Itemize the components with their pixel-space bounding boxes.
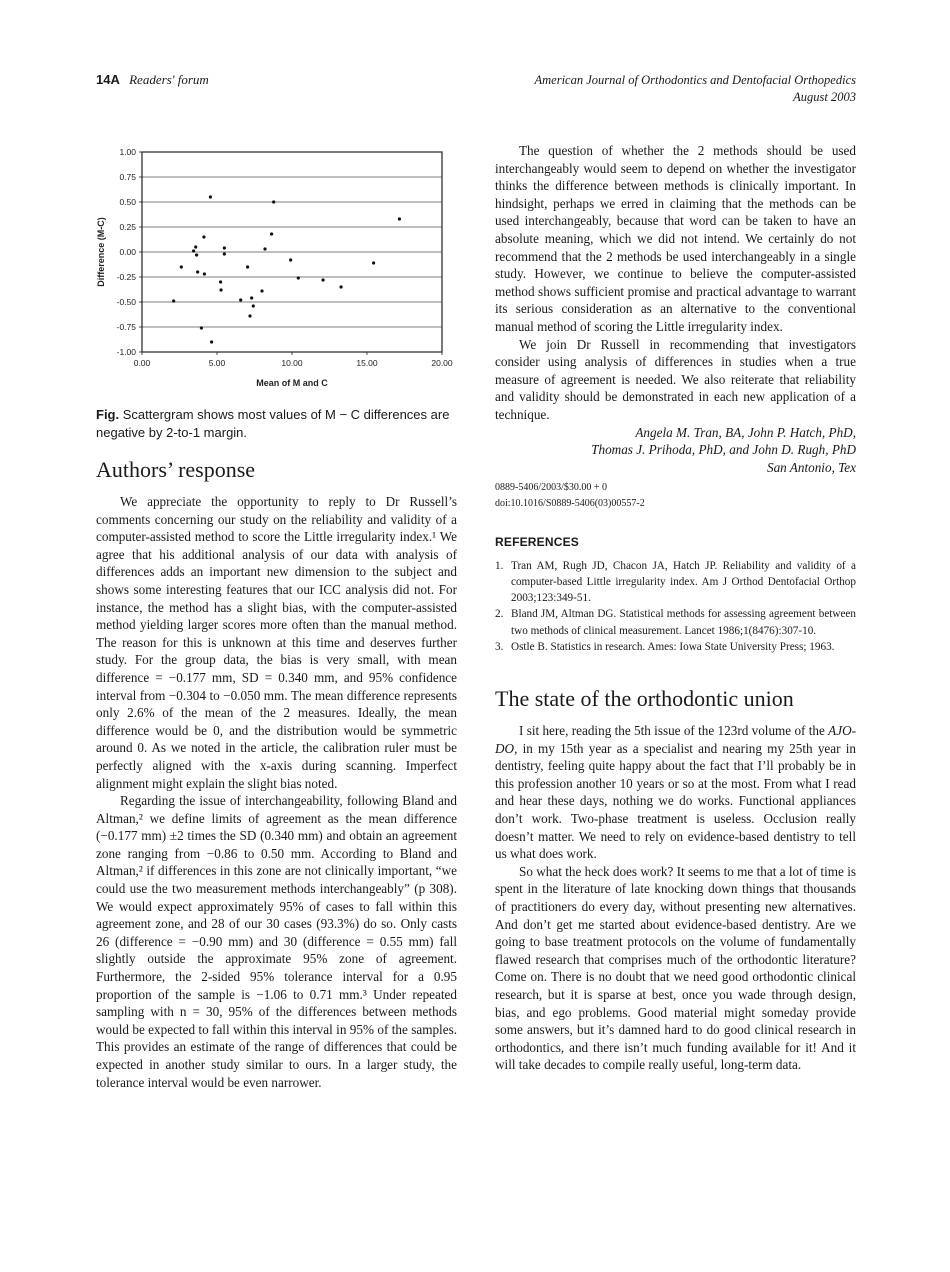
- issue-date: August 2003: [793, 90, 856, 104]
- gridlines: [139, 152, 442, 352]
- data-point: [372, 261, 375, 264]
- reference-list: [495, 558, 856, 655]
- data-point: [219, 280, 222, 283]
- scatter-chart: [90, 140, 460, 400]
- data-point: [223, 252, 226, 255]
- signature-line-2: Thomas J. Prihoda, PhD, and John D. Rugh, PhD: [591, 442, 856, 458]
- data-point: [239, 298, 242, 301]
- orthodontic-union-paragraph-2: So what the heck does work? It seems to me that a lot of time is spent in the literature of late knocking down things that thousands of practitioners do every day, without presenting new alternatives. And don’t get me started about evidence-based dentistry. Are we going to base treatment protocols on the volume of fundamentally flawed research that comprises much of the orthodontic literature? Come on. There is no doubt that we need good orthodontic clinical research, but it is sparse at best, once you wade through design, bias, and ego problems. Good material might someday provide some answers, but it’s damned hard to do good clinical research in orthodontics, and there isn’t much funding available for it! And it will take decades to compile really useful, long-term data.: [495, 863, 856, 1073]
- doi: doi:10.1016/S0889-5406(03)00557-2: [495, 498, 645, 510]
- x-tick-label: 20.00: [431, 358, 453, 368]
- authors-response-paragraph-4: We join Dr Russell in recommending that investigators consider using analysis of differences in studies when a true measure of agreement is needed. We also reiterate that reliability and validity should be demonstrated in each new application of a technique.: [495, 336, 856, 422]
- authors-response-heading: Authors’ response: [96, 457, 256, 482]
- data-points: [172, 195, 401, 343]
- y-tick-label: -0.50: [116, 297, 136, 307]
- data-point: [321, 278, 324, 281]
- reference-number: 2.: [495, 608, 504, 621]
- references-heading: REFERENCES: [495, 535, 580, 550]
- authors-response-paragraph-1: We appreciate the opportunity to reply to Dr Russell’s comments concerning our study on the reliability and validity of a computer-assisted method to score the Little irregularity index.¹ We agree that his additional analysis of our data with analysis of differences adds an important new dimension to the subject and shows some interesting features that our ICC analysis did not. For instance, the method has a slight bias, with the computer-assisted method yielding larger scores more often than the manual method. The reason for this is unknown at this time and deserves further study. For the group data, the bias is very small, with mean difference = −0.177 mm, SD = 0.340 mm, and 95% confidence interval from −0.304 to −0.050 mm. The mean difference represents only 2.6% of the mean of the 2 measures. Ideally, the mean difference would be 0, and the distribution would be symmetric around 0. As we noted in the article, the calibration ruler must be perfectly aligned with the x-axis during scanning. Imperfect alignment might explain the slight bias noted.: [96, 494, 457, 791]
- reference-text: Ostle B. Statistics in research. Ames: Iowa State University Press; 1963.: [511, 640, 835, 653]
- data-point: [297, 276, 300, 279]
- reference-text: Bland JM, Altman DG. Statistical methods for assessing agreement between two methods of clinical measurement. Lancet 1986;1(8476):307-10.: [511, 608, 856, 637]
- x-axis-label: Mean of M and C: [256, 378, 328, 388]
- data-point: [272, 200, 275, 203]
- figure-caption-label: Fig.: [96, 407, 120, 422]
- data-point: [398, 217, 401, 220]
- running-head-right: [535, 72, 857, 106]
- data-point: [219, 288, 222, 291]
- x-tick-label: 0.00: [133, 358, 151, 368]
- data-point: [246, 265, 249, 268]
- data-point: [210, 340, 213, 343]
- orthodontic-union-paragraph-1: [495, 722, 856, 863]
- data-point: [270, 232, 273, 235]
- data-point: [195, 253, 198, 256]
- orthodontic-union-heading: The state of the orthodontic union: [495, 686, 794, 712]
- data-point: [180, 265, 183, 268]
- right-column: [495, 142, 856, 1074]
- data-point: [263, 247, 266, 250]
- figure-caption-text: Scattergram shows most values of M − C differences are negative by 2-to-1 margin.: [96, 407, 450, 440]
- data-point: [192, 249, 195, 252]
- data-point: [194, 245, 197, 248]
- y-tick-label: 0.75: [119, 172, 136, 182]
- x-tick-labels: [134, 352, 453, 368]
- section-name: Readers' forum: [129, 72, 209, 87]
- reference-item: [495, 639, 856, 655]
- journal-abbrev: AJO-DO: [495, 723, 856, 756]
- data-point: [248, 314, 251, 317]
- x-tick-label: 15.00: [356, 358, 378, 368]
- authors-response-paragraph-3: The question of whether the 2 methods should be used interchangeably would seem to depend on whether the investigator thinks the difference between methods is clinically important. In hindsight, perhaps we erred in claiming that the methods can be used interchangeably, because that word can be taken to have an absolute meaning, which we did not intend. We certainly do not recommend that the 2 methods be used interchangeably in a single study. However, we continue to believe the computer-assisted method shows sufficient promise and practical advantage to warrant its serious consideration as an alternative to the conventional manual method of scoring the Little irregularity index.: [495, 143, 856, 334]
- y-tick-label: -1.00: [116, 347, 136, 357]
- y-tick-labels: [117, 147, 137, 357]
- reference-item: [495, 606, 856, 638]
- y-tick-label: -0.75: [116, 322, 136, 332]
- page-number: 14A: [96, 72, 120, 87]
- reference-item: [495, 558, 856, 607]
- x-tick-label: 10.00: [281, 358, 303, 368]
- y-tick-label: 0.50: [119, 197, 136, 207]
- data-point: [260, 289, 263, 292]
- data-point: [172, 299, 175, 302]
- data-point: [209, 195, 212, 198]
- data-point: [200, 326, 203, 329]
- signature-location: San Antonio, Tex: [766, 459, 856, 475]
- reference-number: 1.: [495, 559, 504, 572]
- y-axis-label: Difference (M-C): [96, 217, 106, 287]
- paragraph-lead: I sit here, reading the 5th issue of the 123rd volume of the: [519, 723, 829, 739]
- left-column: [96, 456, 457, 1091]
- y-tick-label: 0.00: [119, 247, 136, 257]
- data-point: [250, 296, 253, 299]
- paragraph-rest: , in my 15th year as a specialist and nearing my 25th year in dentistry, feeling quite happy about the fact that I’ll probably be in this profession another 10 years or so at the most. From what I read and hear these days, nothing we do works. Functional appliances don’t work. Two-phase treatment is useless. Occlusion really doesn’t matter. We need to rely on evidence-based dentistry to tell us what does work.: [495, 740, 856, 862]
- data-point: [223, 246, 226, 249]
- article-meta: [495, 480, 856, 512]
- running-head-left: [96, 72, 209, 88]
- data-point: [196, 270, 199, 273]
- reference-text: Tran AM, Rugh JD, Chacon JA, Hatch JP. Reliability and validity of a computer-based Little irregularity index. Am J Orthod Dentofacial Orthop 2003;123:349-51.: [511, 559, 856, 605]
- y-tick-label: -0.25: [116, 272, 136, 282]
- figure-caption: [96, 406, 458, 442]
- signature-line-1: Angela M. Tran, BA, John P. Hatch, PhD,: [635, 424, 856, 440]
- y-tick-label: 1.00: [119, 147, 136, 157]
- y-tick-label: 0.25: [119, 222, 136, 232]
- data-point: [252, 304, 255, 307]
- data-point: [339, 285, 342, 288]
- price-code: 0889-5406/2003/$30.00 + 0: [495, 482, 608, 494]
- author-signature: [495, 424, 856, 477]
- data-point: [289, 258, 292, 261]
- data-point: [203, 272, 206, 275]
- authors-response-paragraph-2: Regarding the issue of interchangeability, following Bland and Altman,² we define limits of agreement as the mean difference (−0.177 mm) ±2 times the SD (0.340 mm) and obtain an agreement zone ranging from −0.86 to 0.50 mm. According to Bland and Altman,² if differences in this zone are not clinically important, “we could use the two measurement methods interchangeably” (p 308). We would expect approximately 95% of cases to fall within this agreement zone, and 28 of our 30 cases (93.3%) do so. Only casts 26 (difference = −0.90 mm) and 30 (difference = 0.55 mm) fall slightly outside the approximate 95% zone of agreement. Furthermore, the 2-sided 95% tolerance interval for a 0.95 proportion of the sample is −1.06 to 0.71 mm.³ Under repeated sampling with n = 30, 95% of the differences between methods would be expected to fall within this interval in 95% of the samples. This provides an estimate of the range of differences that could be expected in another study similar to ours. In a larger study, the tolerance interval would be even narrower.: [96, 793, 457, 1090]
- x-tick-label: 5.00: [208, 358, 226, 368]
- reference-number: 3.: [495, 640, 504, 653]
- journal-title: American Journal of Orthodontics and Dentofacial Orthopedics: [534, 73, 856, 87]
- data-point: [202, 235, 205, 238]
